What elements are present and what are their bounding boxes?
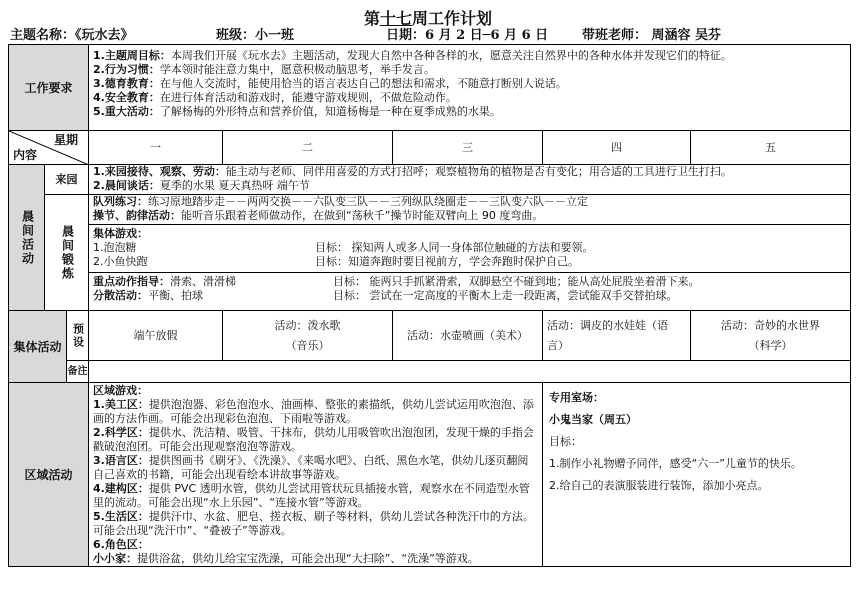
teachers: 带班老师： 周涵容 吴芬: [582, 28, 722, 43]
note-label: 备注: [67, 361, 89, 383]
collective-label: 集体活动: [9, 311, 67, 383]
arrival-label: 来园: [45, 165, 89, 195]
day-monday: 一: [89, 131, 223, 165]
area-label: 区域活动: [9, 383, 89, 567]
theme-name: 主题名称：《玩水去》: [10, 28, 134, 43]
morning-label: 晨间活动: [9, 165, 45, 311]
exercise-label: 晨间锻炼: [45, 195, 89, 311]
collective-day-5: 活动：奇妙的水世界 （科学）: [691, 311, 851, 361]
day-wednesday: 三: [393, 131, 543, 165]
drill-content: 队列练习：练习原地踏步走－－两两交换－－六队变三队－－三列纵队绕圈走－－三队变六队－－立定 操节、韵律活动：能听音乐跟着老师做动作，在做到“荡秋千”操节时能双臂向上 90 度弯曲。: [89, 195, 851, 225]
header-meta: [10, 24, 856, 44]
weekday-label: 星期: [54, 133, 79, 147]
arrival-content: 1.来园接待、观察、劳动：能主动与老师、同伴用喜爱的方式打招呼；观察植物角的植物是否有变化；用合适的工具进行卫生打扫。 2.晨间谈话：夏季的水果 夏天真热呀 端午节: [89, 165, 851, 195]
day-friday: 五: [691, 131, 851, 165]
note-content: [89, 361, 851, 383]
requirements-label: 工作要求: [9, 45, 89, 131]
diagonal-header: [9, 131, 89, 165]
collective-day-4: 活动：调皮的水娃娃（语 言）: [543, 311, 691, 361]
area-content: 区域游戏： 1.美工区：提供泡泡器、彩色泡泡水、油画棒、整张的素描纸，供幼儿尝试运用吹泡泡、添画的方法作画。可能会出现彩色泡泡、下雨啦等游戏。 2.科学区：提供水、洗洁精、吸管、干抹布，供幼儿用吸管吹出泡泡团，发现干燥的手指会戳破泡泡团。可能会出现观察泡泡等游戏。 3.语言区：提供图画书《刷牙》、《洗澡》、《来喝水吧》、白纸、黑色水笔，供幼儿逐页翻阅自己喜欢的书籍，可能会出现看绘本讲故事等游戏。 4.建构区：提供 PVC 透明水管，供幼儿尝试用管状玩具插接水管，观察水在不同造型水管里的流动。可能会出现“水上乐园”、“连接水管”等游戏。 5.生活区：提供汗巾、水盆、肥皂、搓衣板、刷子等材料，供幼儿尝试各种洗汗巾的方法。可能会出现“洗汗巾”、“叠被子”等游戏。 6.角色区： 小小家：提供浴盆，供幼儿给宝宝洗澡，可能会出现“大扫除”、“洗澡”等游戏。: [89, 383, 543, 567]
special-room: 专用室场： 小鬼当家（周五） 目标： 1.制作小礼物赠予同伴，感受“六一”儿童节的快乐。 2.给自己的表演服装进行装饰，添加小亮点。: [543, 383, 851, 567]
page-title: 第十七周工作计划: [363, 9, 493, 28]
collective-day-2: 活动：泼水歌 （音乐）: [223, 311, 393, 361]
date-range: 日期：6 月 2 日─6 月 6 日: [386, 28, 549, 43]
class-name: 班级：小一班: [216, 28, 295, 43]
content-label: 内容: [13, 148, 38, 162]
collective-day-3: 活动：水壶喷画（美术）: [393, 311, 543, 361]
games-content: 集体游戏： 1.泡泡糖 2.小鱼快跑 目标： 探知两人或多人同一身体部位触碰的方法和要领。 目标：知道奔跑时要目视前方，学会奔跑时保护自己。 重点动作指导：滑索、滑滑梯 分散活动：平衡、拍球 目标： 能两只手抓紧滑索，双脚悬空不碰到地；能从高处屁股坐着滑下来。 目标： 尝试在一定高度的平衡木上走一段距离，尝试能双手交替拍球。: [89, 225, 851, 311]
requirements-content: 1.主题周目标：本周我们开展《玩水去》主题活动，发现大自然中各种各样的水，愿意关注自然界中的各种水体并发现它们的特征。 2.行为习惯：学本领时能注意力集中，愿意积极动脑思考，举手发言。 3.德育教育：在与他人交流时，能使用恰当的语言表达自己的想法和需求，不随意打断别人说话。 4.安全教育：在进行体育活动和游戏时，能遵守游戏规则，不做危险动作。 5.重大活动：了解杨梅的外形特点和营养价值，知道杨梅是一种在夏季成熟的水果。: [89, 45, 851, 131]
weekly-plan-table: [8, 44, 851, 567]
day-thursday: 四: [543, 131, 691, 165]
preset-label: 预设: [67, 311, 89, 361]
day-tuesday: 二: [223, 131, 393, 165]
collective-day-1: 端午放假: [89, 311, 223, 361]
